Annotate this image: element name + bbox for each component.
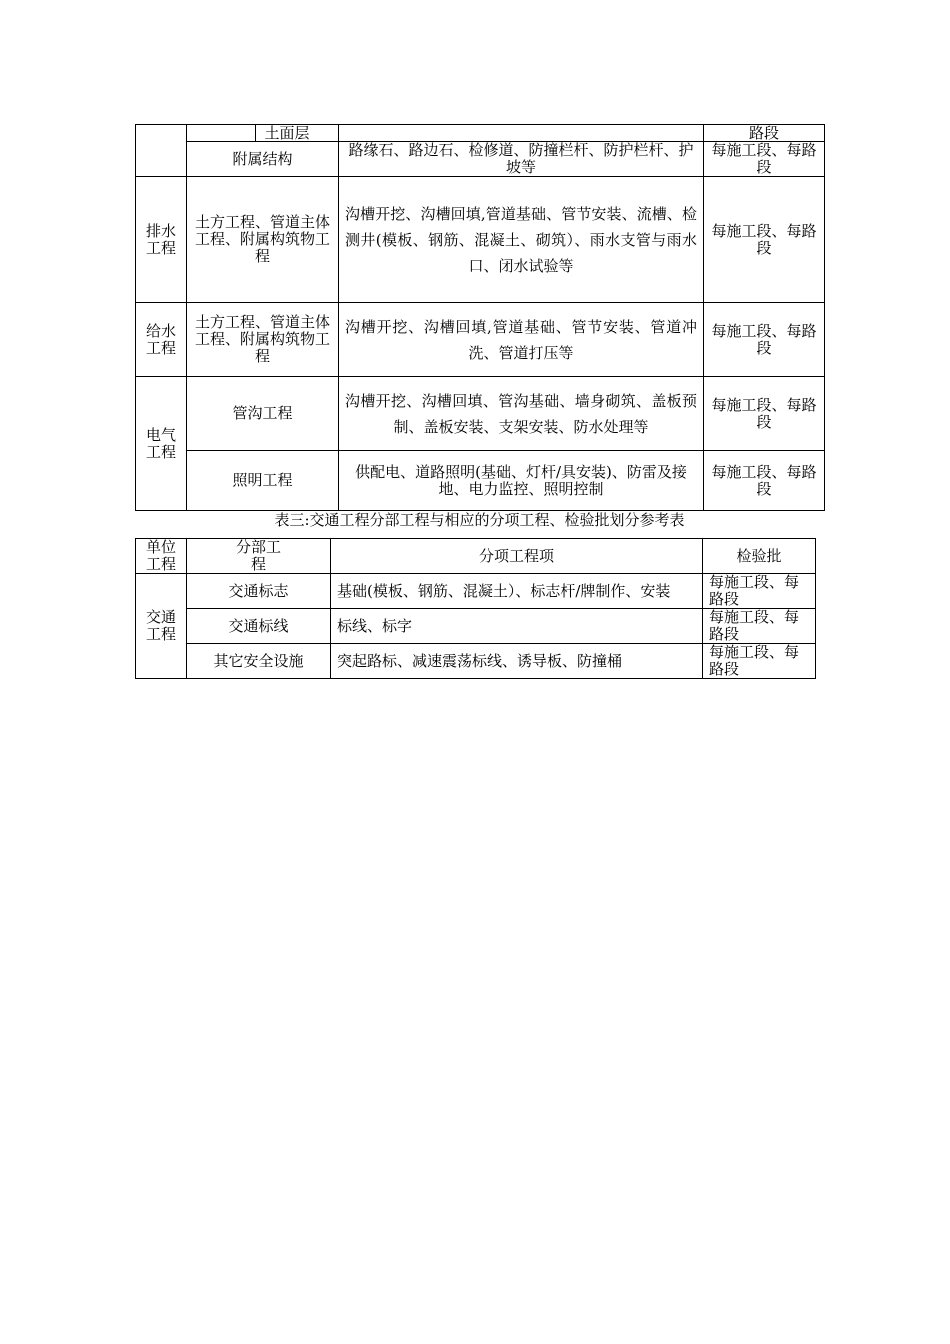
batch-cell: 每施工段、每路段 [703, 574, 816, 609]
part-cell: 其它安全设施 [187, 644, 331, 679]
part-cell: 交通标线 [187, 609, 331, 644]
table-row [136, 574, 816, 609]
table-row [136, 303, 825, 377]
table-row [136, 609, 816, 644]
part-cell [187, 125, 339, 142]
table-header-row [136, 539, 816, 574]
header-items: 分项工程项 [331, 539, 703, 574]
part-cell: 土方工程、管道主体工程、附属构筑物工程 [187, 177, 339, 303]
header-unit: 单位工程 [136, 539, 187, 574]
unit-cell: 电气工程 [136, 377, 187, 511]
batch-cell: 每施工段、每路段 [704, 303, 825, 377]
header-batch: 检验批 [703, 539, 816, 574]
items-cell: 沟槽开挖、沟槽回填、管沟基础、墙身砌筑、盖板预制、盖板安装、支架安装、防水处理等 [339, 377, 704, 451]
part-cell: 交通标志 [187, 574, 331, 609]
items-cell: 基础(模板、钢筋、混凝土）、标志杆/牌制作、安装 [331, 574, 703, 609]
items-cell [339, 125, 704, 142]
unit-cell: 给水工程 [136, 303, 187, 377]
part-label: 土面层 [255, 125, 309, 141]
header-part: 分部工程 [187, 539, 331, 574]
part-cell: 管沟工程 [187, 377, 339, 451]
unit-cell: 排水工程 [136, 177, 187, 303]
table-caption: 表三:交通工程分部工程与相应的分项工程、检验批划分参考表 [274, 511, 685, 529]
table-row [136, 142, 825, 177]
batch-cell: 每施工段、每路段 [704, 451, 825, 511]
table-row [136, 377, 825, 451]
batch-cell: 每施工段、每路段 [704, 142, 825, 177]
batch-cell: 每施工段、每路段 [703, 609, 816, 644]
table-traffic-engineering [135, 538, 816, 679]
table-row [136, 125, 825, 142]
items-cell: 突起路标、减速震荡标线、诱导板、防撞桶 [331, 644, 703, 679]
part-cell: 照明工程 [187, 451, 339, 511]
items-cell: 沟槽开挖、沟槽回填,管道基础、管节安装、管道冲洗、管道打压等 [339, 303, 704, 377]
table-row [136, 644, 816, 679]
unit-cell: 交通工程 [136, 574, 187, 679]
batch-cell: 每施工段、每路段 [703, 644, 816, 679]
part-cell: 附属结构 [187, 142, 339, 177]
batch-cell: 路段 [704, 125, 825, 142]
items-cell: 标线、标字 [331, 609, 703, 644]
table-row [136, 177, 825, 303]
items-cell: 沟槽开挖、沟槽回填,管道基础、管节安装、流槽、检测井(模板、钢筋、混凝土、砌筑）、雨水支管与雨水口、闭水试验等 [339, 177, 704, 303]
unit-cell [136, 125, 187, 177]
items-cell: 供配电、道路照明(基础、灯杆/具安装)、防雷及接地、电力监控、照明控制 [339, 451, 704, 511]
table-row [136, 451, 825, 511]
part-cell: 土方工程、管道主体工程、附属构筑物工程 [187, 303, 339, 377]
batch-cell: 每施工段、每路段 [704, 377, 825, 451]
items-cell: 路缘石、路边石、检修道、防撞栏杆、防护栏杆、护坡等 [339, 142, 704, 177]
table-road-drainage [135, 124, 825, 511]
batch-cell: 每施工段、每路段 [704, 177, 825, 303]
